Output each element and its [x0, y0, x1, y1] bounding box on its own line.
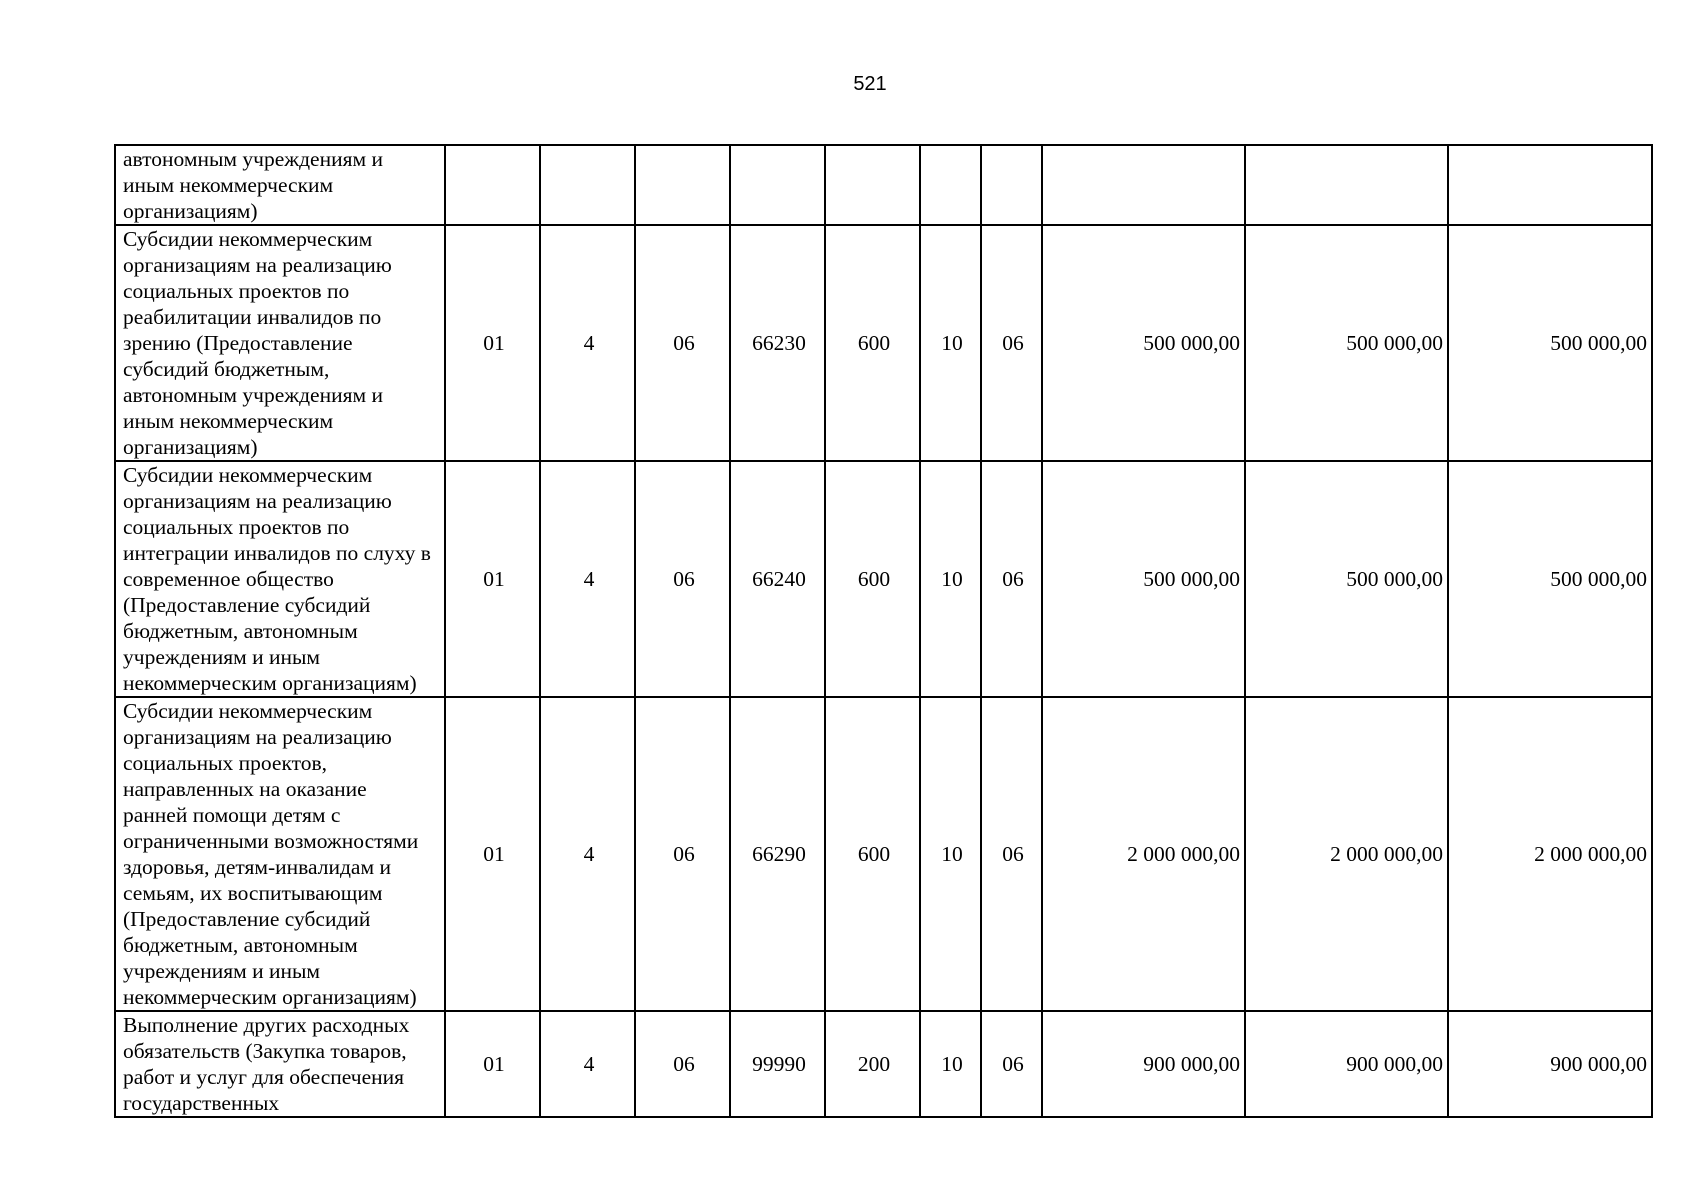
amount-cell: 2 000 000,00	[1042, 697, 1245, 1011]
table-row	[115, 1011, 1652, 1117]
code-cell	[730, 145, 825, 225]
budget-table	[114, 144, 1653, 1118]
amount-cell	[1245, 145, 1448, 225]
table-row	[115, 461, 1652, 697]
amount-cell: 900 000,00	[1245, 1011, 1448, 1117]
code-cell: 06	[635, 697, 730, 1011]
amount-cell: 2 000 000,00	[1448, 697, 1652, 1011]
code-cell: 01	[445, 697, 540, 1011]
code-cell: 600	[825, 225, 920, 461]
amount-cell: 500 000,00	[1245, 461, 1448, 697]
amount-cell: 500 000,00	[1448, 225, 1652, 461]
amount-cell: 2 000 000,00	[1245, 697, 1448, 1011]
code-cell: 06	[981, 225, 1042, 461]
code-cell	[981, 145, 1042, 225]
code-cell: 600	[825, 697, 920, 1011]
amount-cell: 500 000,00	[1042, 225, 1245, 461]
amount-cell: 500 000,00	[1448, 461, 1652, 697]
amount-cell: 500 000,00	[1042, 461, 1245, 697]
code-cell: 06	[981, 697, 1042, 1011]
code-cell: 01	[445, 225, 540, 461]
table-row	[115, 145, 1652, 225]
row-description: автономным учреждениям и иным некоммерческим организациям)	[115, 145, 445, 225]
row-description: Выполнение других расходных обязательств (Закупка товаров, работ и услуг для обеспечения государственных	[115, 1011, 445, 1117]
code-cell: 10	[920, 225, 981, 461]
code-cell: 10	[920, 1011, 981, 1117]
code-cell: 99990	[730, 1011, 825, 1117]
code-cell: 66290	[730, 697, 825, 1011]
table-row	[115, 697, 1652, 1011]
code-cell: 200	[825, 1011, 920, 1117]
code-cell: 06	[981, 461, 1042, 697]
code-cell: 10	[920, 461, 981, 697]
amount-cell: 900 000,00	[1042, 1011, 1245, 1117]
page-number: 521	[853, 73, 887, 95]
code-cell: 06	[635, 1011, 730, 1117]
row-description: Субсидии некоммерческим организациям на реализацию социальных проектов по интеграции инвалидов по слуху в современное общество (Предоставление субсидий бюджетным, автономным учреждениям и иным некоммерческим организациям)	[115, 461, 445, 697]
code-cell: 10	[920, 697, 981, 1011]
code-cell: 01	[445, 1011, 540, 1117]
code-cell	[635, 145, 730, 225]
code-cell: 06	[635, 225, 730, 461]
amount-cell: 900 000,00	[1448, 1011, 1652, 1117]
row-description: Субсидии некоммерческим организациям на реализацию социальных проектов, направленных на оказание ранней помощи детям с ограниченными возможностями здоровья, детям-инвалидам и семьям, их воспитывающим (Предоставление субсидий бюджетным, автономным учреждениям и иным некоммерческим организациям)	[115, 697, 445, 1011]
amount-cell	[1042, 145, 1245, 225]
code-cell	[920, 145, 981, 225]
code-cell: 66230	[730, 225, 825, 461]
code-cell	[540, 145, 635, 225]
code-cell: 01	[445, 461, 540, 697]
code-cell: 4	[540, 1011, 635, 1117]
row-description: Субсидии некоммерческим организациям на реализацию социальных проектов по реабилитации инвалидов по зрению (Предоставление субсидий бюджетным, автономным учреждениям и иным некоммерческим организациям)	[115, 225, 445, 461]
code-cell: 4	[540, 697, 635, 1011]
code-cell	[825, 145, 920, 225]
code-cell: 4	[540, 225, 635, 461]
amount-cell	[1448, 145, 1652, 225]
code-cell: 600	[825, 461, 920, 697]
amount-cell: 500 000,00	[1245, 225, 1448, 461]
code-cell: 66240	[730, 461, 825, 697]
code-cell	[445, 145, 540, 225]
code-cell: 06	[635, 461, 730, 697]
code-cell: 4	[540, 461, 635, 697]
table-row	[115, 225, 1652, 461]
code-cell: 06	[981, 1011, 1042, 1117]
